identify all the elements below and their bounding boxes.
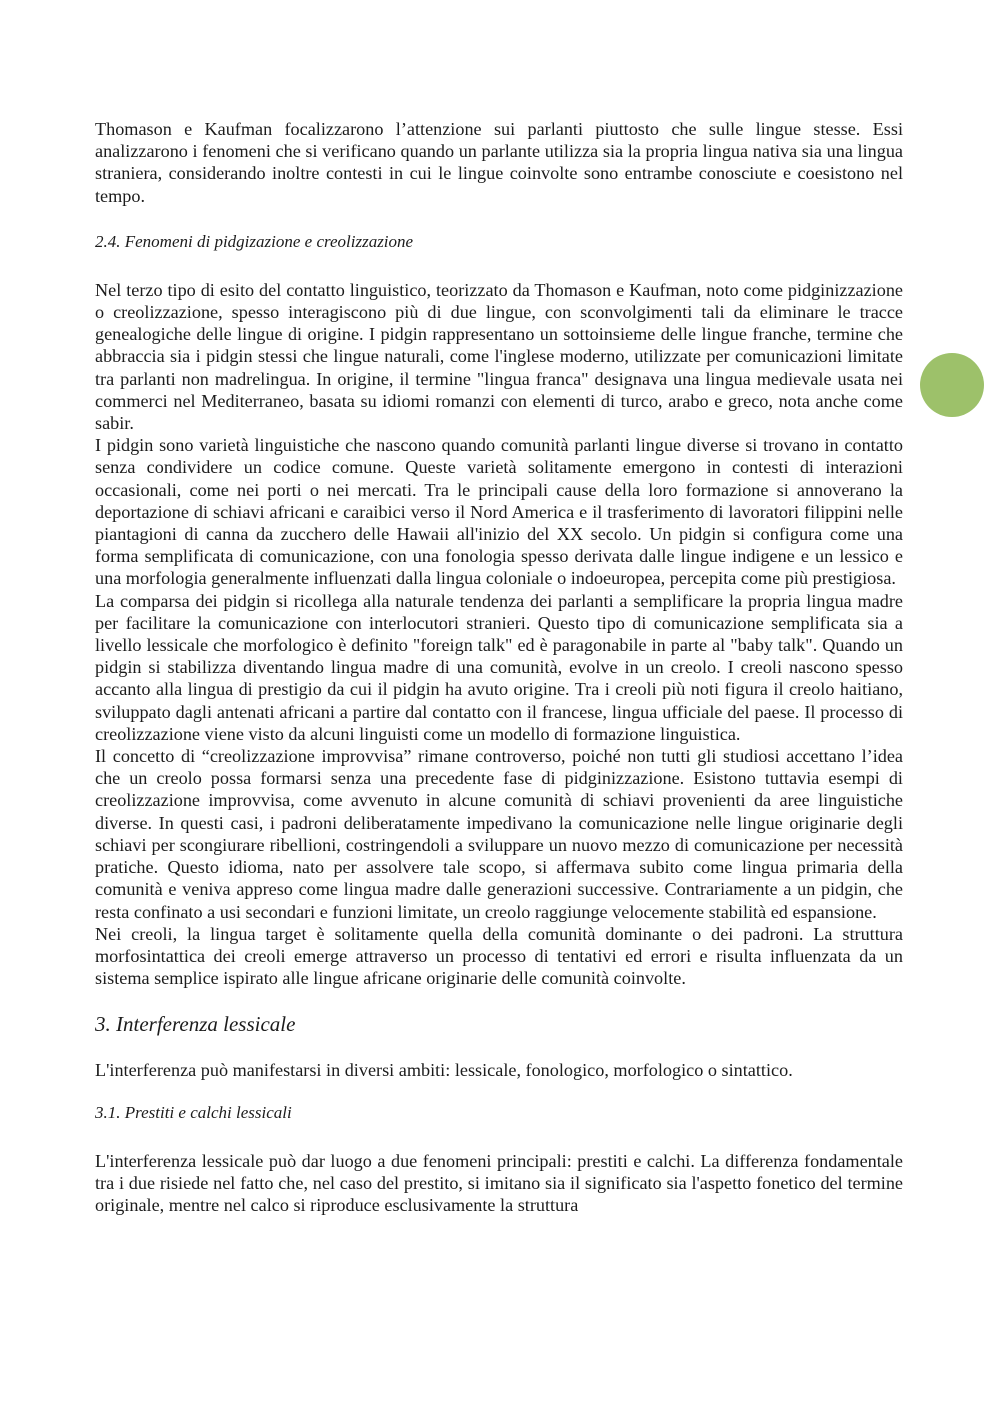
paragraph-interference: L'interferenza può manifestarsi in diversi ambiti: lessicale, fonologico, morfologico o sintattico. (95, 1060, 793, 1081)
paragraph-pidgin-intro: Nel terzo tipo di esito del contatto linguistico, teorizzato da Thomason e Kaufman, noto come pidginizzazione o creolizzazione, spesso interagiscono più di due lingue, con sconvolgimenti tali da eliminare le tracce genealogiche delle lingue di origine. I pidgin rappresentano un sottoinsieme delle lingue franche, termine che abbraccia sia i pidgin stessi che lingue naturali, come l'inglese moderno, utilizzate per comunicazioni limitate tra parlanti non madrelingua. In origine, il termine "lingua franca" designava una lingua medievale usata nei commerci nel Mediterraneo, basata su idiomi romanzi con elementi di turco, arabo e greco, nota anche come sabir. (95, 279, 903, 434)
document-body (95, 118, 903, 1216)
paragraph-loans-calques: L'interferenza lessicale può dar luogo a due fenomeni principali: prestiti e calchi. La differenza fondamentale tra i due risiede nel fatto che, nel caso del prestito, si imitano sia il significato sia l'aspetto fonetico del termine originale, mentre nel calco si riproduce esclusivamente la struttura (95, 1150, 903, 1215)
section-heading-3: 3. Interferenza lessicale (95, 1012, 296, 1037)
paragraph-pidgin-origin: La comparsa dei pidgin si ricollega alla naturale tendenza dei parlanti a semplificare la propria lingua madre per facilitare la comunicazione con interlocutori stranieri. Questo tipo di comunicazione semplificata sia a livello lessicale che morfologico è definito "foreign talk" ed è paragonabile in parte al "baby talk". Quando un pidgin si stabilizza diventando lingua madre di una comunità, evolve in un creolo. I creoli nascono spesso accanto alla lingua di prestigio da cui il pidgin ha avuto origine. Tra i creoli più noti figura il creolo haitiano, sviluppato dagli antenati africani a partire dal contatto con il francese, lingua ufficiale del paese. Il processo di creolizzazione viene visto da alcuni linguisti come un modello di formazione linguistica. (95, 590, 903, 744)
paragraph-creole-structure: Nei creoli, la lingua target è solitamente quella della comunità dominante o dei padroni. La struttura morfosintattica dei creoli emerge attraverso un processo di tentativi ed errori e risulta influenzata da un sistema semplice ispirato alle lingue africane originarie delle comunità coinvolte. (95, 923, 903, 989)
section-heading-2-4: 2.4. Fenomeni di pidgizazione e creolizzazione (95, 231, 414, 251)
paragraph-sudden-creolization: Il concetto di “creolizzazione improvvisa” rimane controverso, poiché non tutti gli studiosi accettano l’idea che un creolo possa formarsi senza una precedente fase di pidginizzazione. Esistono tuttavia esempi di creolizzazione improvvisa, come avvenuto in alcune comunità di schiavi provenienti da aree linguistiche diverse. In questi casi, i padroni deliberatamente impedivano la comunicazione nelle lingue originarie degli schiavi per scongiurare ribellioni, costringendoli a sviluppare un nuovo mezzo di comunicazione per necessità pratiche. Questo idioma, nato per assolvere tale scopo, si affermava subito come lingua primaria della comunità e veniva appreso come lingua madre dalle generazioni successive. Contrariamente a un pidgin, che resta confinato a usi secondari e funzioni limitate, un creolo raggiunge velocemente stabilità ed espansione. (95, 746, 903, 922)
paragraph-pidgin-definition: I pidgin sono varietà linguistiche che nascono quando comunità parlanti lingue diverse si trovano in contatto senza condividere un codice comune. Queste varietà solitamente emergono in contesti di interazioni occasionali, come nei porti o nei mercati. Tra le principali cause della loro formazione si annoverano la deportazione di schiavi africani e caraibici verso il Nord America e il trasferimento di lavoratori filippini nelle piantagioni di canna da zucchero delle Hawaii all'inizio del XX secolo. Un pidgin si configura come una forma semplificata di comunicazione, con una fonologia spesso derivata dalle lingue indigene e un lessico e una morfologia generalmente influenzati dalla lingua coloniale o indoeuropea, percepita come più prestigiosa. (95, 435, 903, 589)
decorative-circle (920, 353, 984, 417)
section-heading-3-1: 3.1. Prestiti e calchi lessicali (95, 1102, 292, 1122)
paragraph-intro: Thomason e Kaufman focalizzarono l’attenzione sui parlanti piuttosto che sulle lingue stesse. Essi analizzarono i fenomeni che si verificano quando un parlante utilizza sia la propria lingua nativa sia una lingua straniera, considerando inoltre contesti in cui le lingue coinvolte sono entrambe conosciute e coesistono nel tempo. (95, 119, 903, 206)
